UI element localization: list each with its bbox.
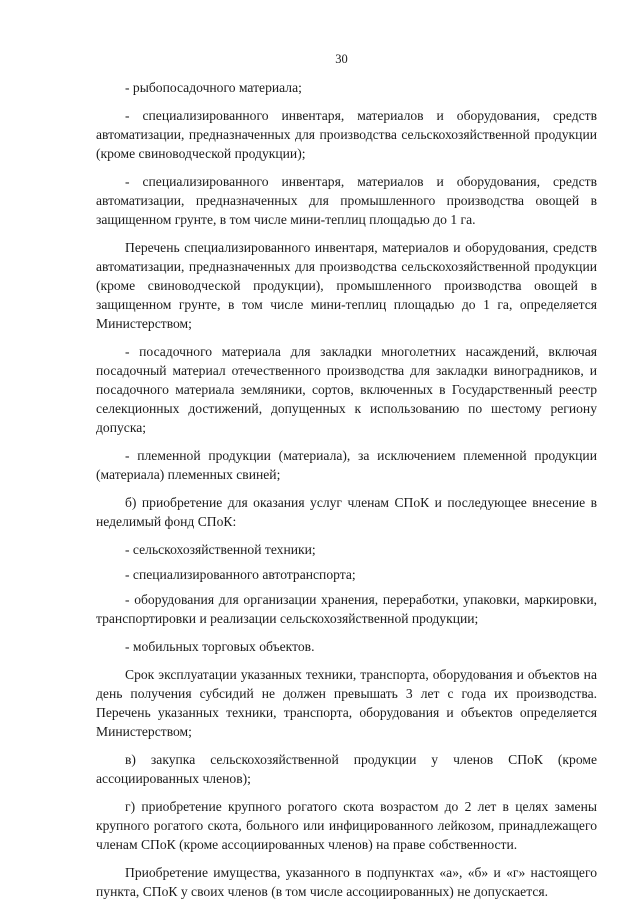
- paragraph-service-life: Срок эксплуатации указанных техники, транспорта, оборудования и объектов на день получения субсидий не должен превышать 3 лет с года их производства. Перечень указанных техники, транспорта, оборудования и объектов определяется Министерством;: [96, 667, 597, 739]
- paragraph-fish-material: - рыбопосадочного материала;: [125, 80, 302, 95]
- paragraph-specialized-inventory-greenhouse: - специализированного инвентаря, материалов и оборудования, средств автоматизации, предназначенных для промышленного производства овощей в защищенном грунте, в том числе мини-теплиц площадью до 1 га.: [96, 174, 597, 227]
- paragraph-mobile-trade: - мобильных торговых объектов.: [125, 639, 315, 654]
- document-body: [96, 78, 597, 910]
- paragraph-acquisition-restriction: Приобретение имущества, указанного в подпунктах «а», «б» и «г» настоящего пункта, СПоК у своих членов (в том числе ассоциированных) не допускается.: [96, 865, 597, 899]
- paragraph-storage-equipment: - оборудования для организации хранения, переработки, упаковки, маркировки, транспортировки и реализации сельскохозяйственной продукции;: [96, 592, 597, 626]
- paragraph-planting-material: - посадочного материала для закладки многолетних насаждений, включая посадочный материал отечественного производства для закладки виноградников, и посадочного материала земляники, сортов, включенных в Государственный реестр селекционных достижений, допущенных к использованию по шестому региону допуска;: [96, 344, 597, 435]
- paragraph-breeding-products: - племенной продукции (материала), за исключением племенной продукции (материала) племенных свиней;: [96, 448, 597, 482]
- paragraph-agri-machinery: - сельскохозяйственной техники;: [125, 542, 316, 557]
- paragraph-item-v: в) закупка сельскохозяйственной продукции у членов СПоК (кроме ассоциированных членов);: [96, 752, 597, 786]
- paragraph-inventory-list-ministry: Перечень специализированного инвентаря, материалов и оборудования, средств автоматизации, предназначенных для производства сельскохозяйственной продукции (кроме свиноводческой продукции), промышленного производства овощей в защищенном грунте, в том числе мини-теплиц площадью до 1 га, определяется Министерством;: [96, 240, 597, 331]
- page-number: 30: [335, 52, 348, 66]
- paragraph-specialized-inventory-agri: - специализированного инвентаря, материалов и оборудования, средств автоматизации, предназначенных для производства сельскохозяйственной продукции (кроме свиноводческой продукции);: [96, 108, 597, 161]
- paragraph-special-vehicles: - специализированного автотранспорта;: [125, 567, 356, 582]
- paragraph-item-g: г) приобретение крупного рогатого скота возрастом до 2 лет в целях замены крупного рогатого скота, больного или инфицированного лейкозом, принадлежащего членам СПоК (кроме ассоциированных членов) на праве собственности.: [96, 799, 597, 852]
- paragraph-item-b: б) приобретение для оказания услуг членам СПоК и последующее внесение в неделимый фонд СПоК:: [96, 495, 597, 529]
